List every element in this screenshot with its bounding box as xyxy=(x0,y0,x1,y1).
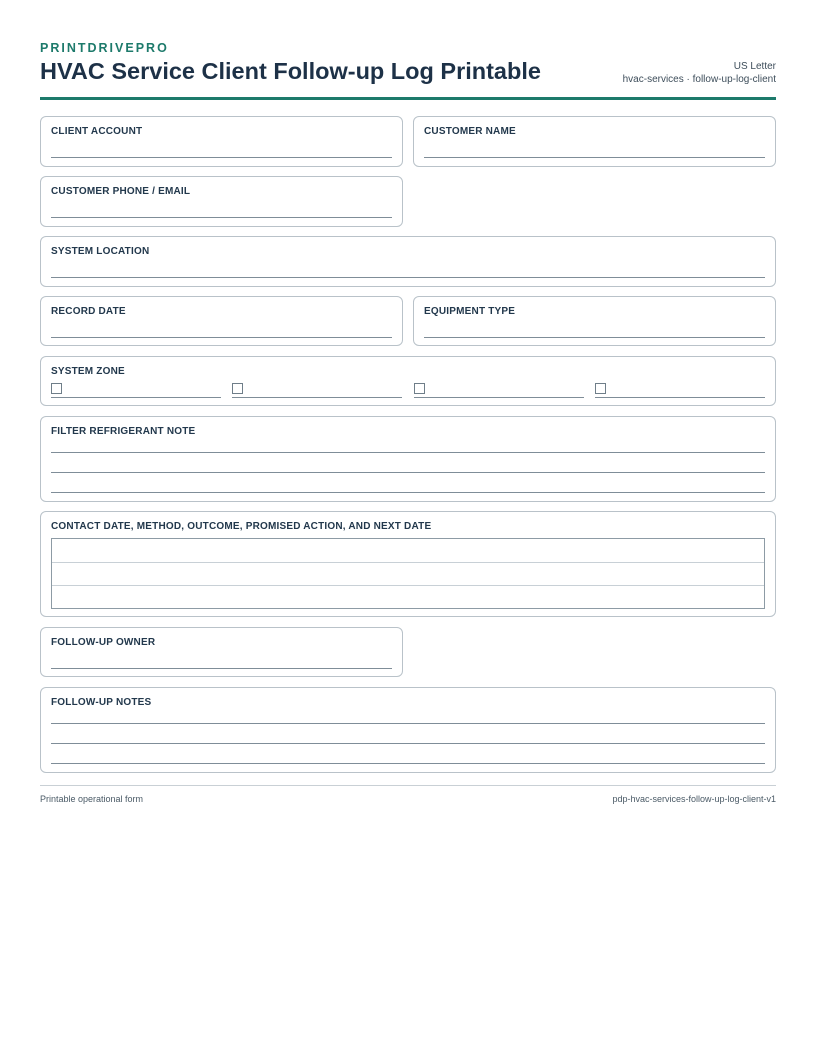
zone-checkbox-1[interactable] xyxy=(51,383,62,394)
followup-notes-line-3 xyxy=(51,763,765,764)
table-row[interactable] xyxy=(52,539,764,562)
zone-checkbox-2[interactable] xyxy=(232,383,243,394)
zone-option-3[interactable] xyxy=(414,383,584,399)
zone-option-2[interactable] xyxy=(232,383,402,399)
zone-line-4 xyxy=(595,397,765,398)
customer-contact-label: CUSTOMER PHONE / EMAIL xyxy=(51,186,191,197)
followup-notes-field[interactable] xyxy=(40,687,776,773)
customer-contact-line xyxy=(51,217,392,218)
client-account-field[interactable] xyxy=(40,116,403,167)
filter-note-label: FILTER REFRIGERANT NOTE xyxy=(51,426,196,437)
followup-notes-label: FOLLOW-UP NOTES xyxy=(51,697,152,708)
customer-name-field[interactable] xyxy=(413,116,776,167)
brand-name: PRINTDRIVEPRO xyxy=(40,41,169,55)
footer-description: Printable operational form xyxy=(40,794,144,804)
filter-note-field[interactable] xyxy=(40,416,776,502)
form-path: hvac-services · follow-up-log-client xyxy=(622,74,776,85)
form-meta xyxy=(623,60,776,86)
system-location-field[interactable] xyxy=(40,236,776,287)
table-row[interactable] xyxy=(52,562,764,585)
header-rule xyxy=(40,97,776,100)
zone-line-2 xyxy=(232,397,402,398)
client-account-label: CLIENT ACCOUNT xyxy=(51,126,143,137)
contact-log-label: CONTACT DATE, METHOD, OUTCOME, PROMISED ACTION, AND NEXT DATE xyxy=(51,521,432,532)
filter-note-line-2 xyxy=(51,472,765,473)
zone-option-4[interactable] xyxy=(595,383,765,399)
footer-form-id: pdp-hvac-services-follow-up-log-client-v1 xyxy=(612,794,776,804)
equipment-type-field[interactable] xyxy=(413,296,776,346)
equipment-type-line xyxy=(424,337,765,338)
zone-checkbox-4[interactable] xyxy=(595,383,606,394)
contact-log-field xyxy=(40,511,776,617)
contact-log-table xyxy=(51,538,765,609)
followup-owner-field[interactable] xyxy=(40,627,403,677)
customer-name-line xyxy=(424,157,765,158)
zone-option-1[interactable] xyxy=(51,383,221,399)
client-account-line xyxy=(51,157,392,158)
table-row[interactable] xyxy=(52,585,764,608)
customer-name-label: CUSTOMER NAME xyxy=(424,126,516,137)
zone-line-1 xyxy=(51,397,221,398)
filter-note-line-3 xyxy=(51,492,765,493)
customer-contact-field[interactable] xyxy=(40,176,403,227)
filter-note-line-1 xyxy=(51,452,765,453)
followup-owner-label: FOLLOW-UP OWNER xyxy=(51,637,156,648)
system-location-label: SYSTEM LOCATION xyxy=(51,246,150,257)
record-date-label: RECORD DATE xyxy=(51,306,126,317)
page-title: HVAC Service Client Follow-up Log Printable xyxy=(40,58,541,84)
followup-notes-line-1 xyxy=(51,723,765,724)
zone-line-3 xyxy=(414,397,584,398)
followup-owner-line xyxy=(51,668,392,669)
followup-notes-line-2 xyxy=(51,743,765,744)
record-date-field[interactable] xyxy=(40,296,403,346)
system-location-line xyxy=(51,277,765,278)
equipment-type-label: EQUIPMENT TYPE xyxy=(424,306,516,317)
system-zone-label: SYSTEM ZONE xyxy=(51,366,125,377)
footer-rule xyxy=(40,785,776,786)
system-zone-field xyxy=(40,356,776,406)
zone-checkbox-3[interactable] xyxy=(414,383,425,394)
paper-size: US Letter xyxy=(733,61,776,72)
record-date-line xyxy=(51,337,392,338)
